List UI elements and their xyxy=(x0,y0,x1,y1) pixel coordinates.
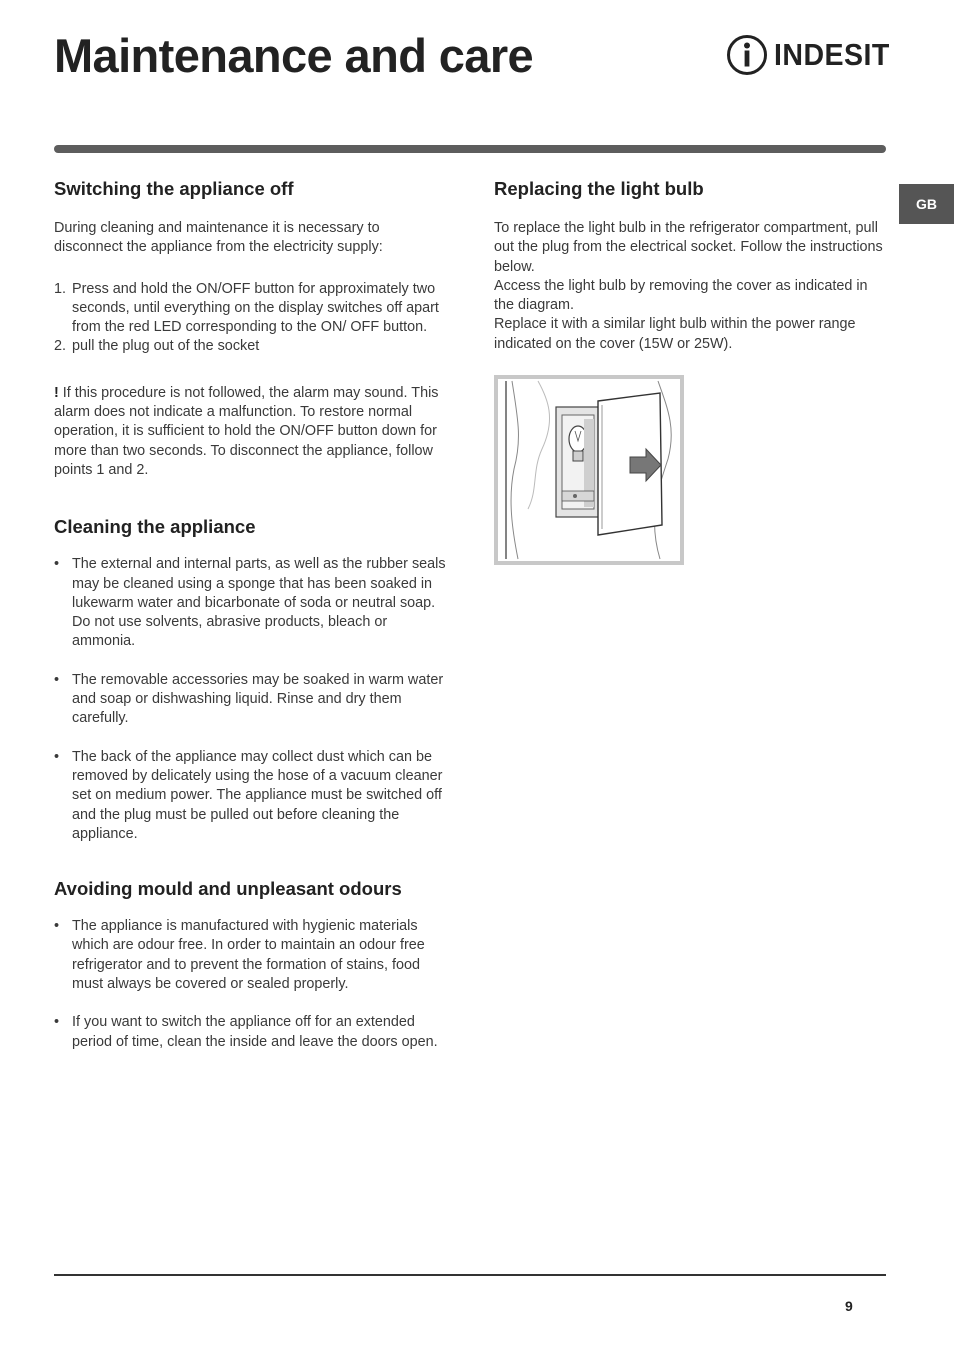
header-divider xyxy=(54,145,886,153)
brand-name: INDESIT xyxy=(774,37,890,72)
list-item xyxy=(54,748,448,844)
footer-divider xyxy=(54,1274,886,1276)
bullet-text: The back of the appliance may collect dust which can be removed by delicately using the hose of a vacuum cleaner set on medium power. The appliance must be switched off and the plug must be pulled out before cleaning the appliance. xyxy=(72,748,443,842)
bullet: • xyxy=(54,671,60,688)
language-tab: GB xyxy=(899,184,954,224)
step-text: Press and hold the ON/OFF button for approximately two seconds, until everything on the display switches off apart from the red LED corresponding to the ON/ OFF button. xyxy=(72,280,439,336)
bullet-text: The external and internal parts, as well as the rubber seals may be cleaned using a sponge that has been soaked in lukewarm water and bicarbonate of soda or neutral soap. Do not use solvents, abrasive products, bleach or ammonia. xyxy=(72,556,446,650)
switching-warning xyxy=(54,384,448,480)
warning-mark: ! xyxy=(54,384,59,401)
indesit-circle-i-icon xyxy=(726,34,768,76)
section-mould xyxy=(54,877,448,1052)
mould-list xyxy=(54,917,448,1052)
right-column xyxy=(494,177,888,565)
mould-heading: Avoiding mould and unpleasant odours xyxy=(54,878,402,900)
list-item xyxy=(54,337,448,356)
step-text: pull the plug out of the socket xyxy=(72,338,260,355)
bulb-heading: Replacing the light bulb xyxy=(494,178,704,199)
brand-logo xyxy=(726,34,900,76)
page-title: Maintenance and care xyxy=(54,29,534,82)
bulb-paragraph: To replace the light bulb in the refrigerator compartment, pull out the plug from the electrical socket. Follow the instructions below. xyxy=(494,220,883,275)
cleaning-heading: Cleaning the appliance xyxy=(54,516,256,538)
list-item xyxy=(54,1013,448,1052)
bulb-paragraph: Replace it with a similar light bulb within the power range indicated on the cover (15W or 25W). xyxy=(494,316,856,352)
page-number: 9 xyxy=(845,1298,853,1314)
section-switching-off xyxy=(54,177,448,480)
list-item xyxy=(54,917,448,994)
switching-heading: Switching the appliance off xyxy=(54,178,294,199)
switching-intro: During cleaning and maintenance it is necessary to disconnect the appliance from the electricity supply: xyxy=(54,220,383,256)
light-cover-illustration xyxy=(498,379,680,561)
bulb-diagram xyxy=(494,375,684,565)
bullet-text: The appliance is manufactured with hygienic materials which are odour free. In order to maintain an odour free refrigerator and to prevent the formation of stains, food must always be covered or sealed properly. xyxy=(72,918,425,993)
bullet: • xyxy=(54,748,60,765)
bullet: • xyxy=(54,918,60,935)
bullet-text: The removable accessories may be soaked in warm water and soap or dishwashing liquid. Rinse and dry them carefully. xyxy=(72,671,444,727)
left-column xyxy=(54,177,448,1052)
section-cleaning xyxy=(54,515,448,844)
list-item xyxy=(54,671,448,729)
step-number: 1. xyxy=(54,280,67,297)
cleaning-list xyxy=(54,555,448,844)
bullet: • xyxy=(54,556,60,573)
step-number: 2. xyxy=(54,338,67,355)
switching-steps xyxy=(54,280,448,357)
section-light-bulb xyxy=(494,177,888,565)
bulb-paragraph: Access the light bulb by removing the cover as indicated in the diagram. xyxy=(494,277,868,314)
bulb-instructions xyxy=(494,219,888,354)
bullet: • xyxy=(54,1014,60,1031)
list-item xyxy=(54,555,448,651)
list-item xyxy=(54,280,448,338)
warning-text: If this procedure is not followed, the alarm may sound. This alarm does not indicate a malfunction. To restore normal operation, it is sufficient to hold the ON/OFF button down for more than two seconds. To disconnect the appliance, follow points 1 and 2. xyxy=(54,384,439,478)
bullet-text: If you want to switch the appliance off for an extended period of time, clean the inside and leave the doors open. xyxy=(72,1014,438,1050)
